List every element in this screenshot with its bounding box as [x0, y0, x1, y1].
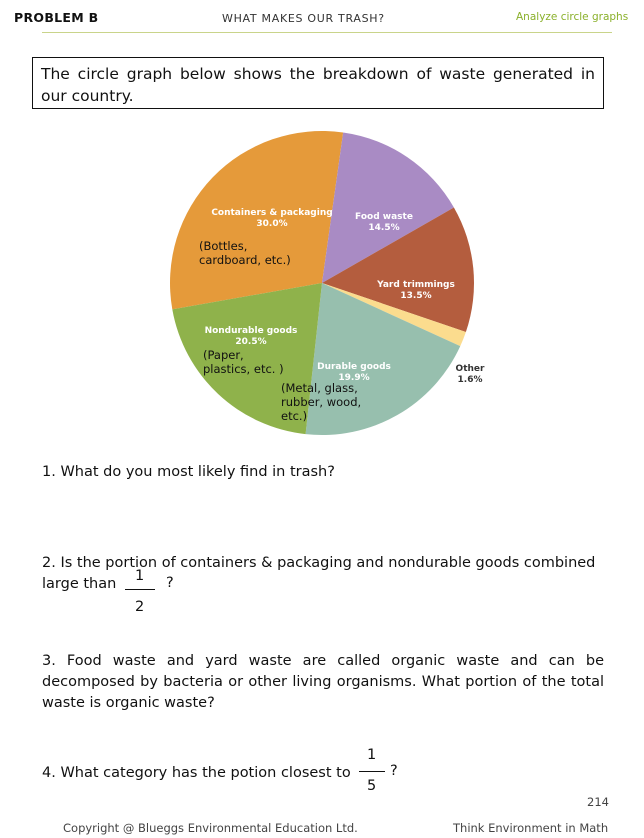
question-2-end: ?	[166, 575, 174, 591]
slice-label-durable-goods: Durable goods 19.9%	[317, 362, 391, 383]
slice-label-nondurable-goods: Nondurable goods 20.5%	[204, 326, 298, 347]
worksheet-title: WHAT MAKES OUR TRASH?	[222, 12, 385, 25]
question-4-end: ?	[390, 763, 398, 779]
slice-label-other: Other 1.6%	[455, 364, 485, 385]
slice-label-containers-packaging: Containers & packaging 30.0%	[211, 208, 333, 229]
problem-label: PROBLEM B	[14, 10, 99, 25]
fraction-denominator: 2	[135, 599, 145, 615]
intro-text: The circle graph below shows the breakdown of waste generated in our country.	[41, 65, 595, 105]
fraction-bar	[359, 771, 385, 772]
slice-label-yard-trimmings: Yard trimmings 13.5%	[377, 280, 455, 301]
book-title: Think Environment in Math	[453, 821, 609, 835]
question-3: 3. Food waste and yard waste are called organic waste and can be decomposed by bacteria or other living organisms. What portion of the total waste is organic waste?	[42, 653, 604, 711]
page-number: 214	[587, 795, 609, 809]
slice-note-nondurable-goods: (Paper, plastics, etc. )	[203, 348, 284, 376]
slice-label-food-waste: Food waste 14.5%	[355, 212, 413, 233]
question-1: 1. What do you most likely find in trash?	[42, 464, 335, 480]
question-4: 4. What category has the potion closest to	[42, 765, 351, 781]
slice-note-durable-goods: (Metal, glass, rubber, wood, etc.)	[281, 381, 362, 423]
copyright-text: Copyright @ Blueggs Environmental Education Ltd.	[63, 821, 358, 835]
slice-note-containers-packaging: (Bottles, cardboard, etc.)	[199, 239, 291, 267]
fraction-denominator: 5	[367, 778, 377, 794]
fraction-numerator: 1	[367, 747, 377, 763]
topic-tag: Analyze circle graphs	[516, 11, 629, 23]
fraction-bar	[125, 589, 155, 590]
question-2-text: 2. Is the portion of containers & packaging and nondurable goods combined large than	[42, 555, 596, 592]
fraction-numerator: 1	[135, 568, 145, 584]
